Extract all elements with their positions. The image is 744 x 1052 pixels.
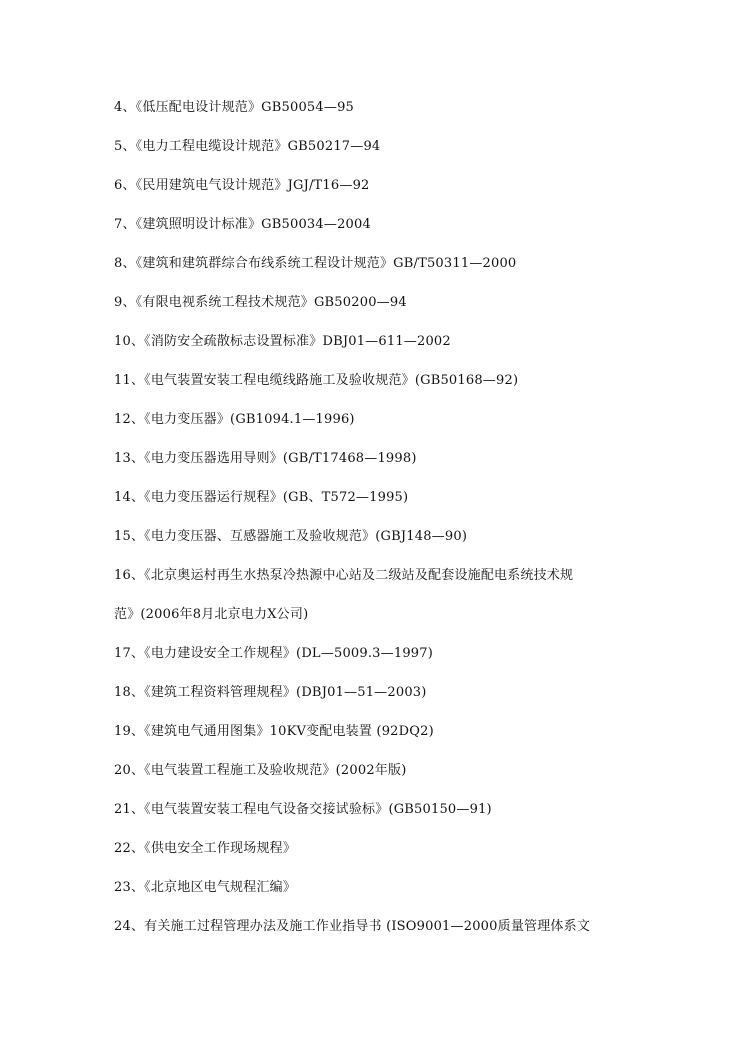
reference-item: 4、《低压配电设计规范》GB50054—95 [114,100,355,115]
reference-item: 19、《建筑电气通用图集》10KV变配电装置 (92DQ2) [114,724,434,739]
reference-item: 7、《建筑照明设计标准》GB50034—2004 [114,217,371,232]
reference-item: 23、《北京地区电气规程汇编》 [114,880,297,895]
reference-item: 20、《电气装置工程施工及验收规范》(2002年版) [114,763,407,778]
reference-list [114,98,674,956]
reference-item: 5、《电力工程电缆设计规范》GB50217—94 [114,139,381,154]
reference-item: 10、《消防安全疏散标志设置标准》DBJ01—611—2002 [114,334,451,349]
reference-item: 14、《电力变压器运行规程》(GB、T572—1995) [114,490,409,505]
reference-item: 15、《电力变压器、互感器施工及验收规范》(GBJ148—90) [114,529,468,544]
reference-item: 21、《电气装置安装工程电气设备交接试验标》(GB50150—91) [114,802,492,817]
reference-item: 16、《北京奥运村再生水热泵冷热源中心站及二级站及配套设施配电系统技术规 [114,568,574,583]
reference-item: 8、《建筑和建筑群综合布线系统工程设计规范》GB/T50311—2000 [114,256,517,271]
reference-item: 13、《电力变压器选用导则》(GB/T17468—1998) [114,451,417,466]
reference-item: 9、《有限电视系统工程技术规范》GB50200—94 [114,295,407,310]
reference-item: 11、《电气装置安装工程电缆线路施工及验收规范》(GB50168—92) [114,373,519,388]
reference-item: 24、有关施工过程管理办法及施工作业指导书 (ISO9001—2000质量管理体系文 [114,919,591,934]
reference-item: 17、《电力建设安全工作规程》(DL—5009.3—1997) [114,646,434,661]
reference-item: 6、《民用建筑电气设计规范》JGJ/T16—92 [114,178,370,193]
reference-item: 18、《建筑工程资料管理规程》(DBJ01—51—2003) [114,685,427,700]
reference-item-continuation: 范》(2006年8月北京电力X公司) [114,607,309,622]
reference-item: 22、《供电安全工作现场规程》 [114,841,297,856]
reference-item: 12、《电力变压器》(GB1094.1—1996) [114,412,355,427]
